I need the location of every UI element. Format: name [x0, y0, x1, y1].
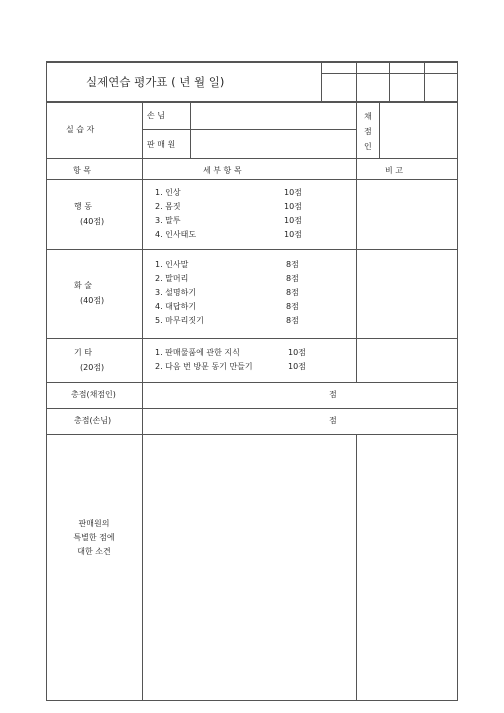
- criterion-score: 10점: [284, 230, 302, 239]
- header-detail: 세 부 항 목: [203, 166, 242, 175]
- notes-label-line-3: 대한 소견: [77, 547, 111, 556]
- total-customer-label: 총점(손님): [74, 416, 112, 425]
- total-grader-label: 총점(채점인): [71, 390, 116, 399]
- criterion-text: 3. 말투: [155, 216, 181, 225]
- grader-label-2: 점: [364, 127, 372, 136]
- section-points: (20점): [80, 363, 105, 372]
- section-points: (40점): [80, 217, 105, 226]
- notes-label-line-1: 판매원의: [78, 519, 110, 528]
- criterion-text: 1. 인사말: [155, 260, 189, 269]
- criterion-text: 2. 몸짓: [155, 202, 181, 211]
- total-grader-unit: 점: [329, 390, 337, 399]
- grader-label-1: 채: [364, 112, 372, 121]
- criterion-text: 2. 말머리: [155, 274, 189, 283]
- criterion-score: 8점: [286, 302, 299, 311]
- criterion-text: 5. 마무리짓기: [155, 316, 204, 325]
- notes-remark-field[interactable]: [357, 435, 456, 699]
- total-customer-field[interactable]: [143, 409, 323, 433]
- criterion-score: 10점: [284, 216, 302, 225]
- criterion-score: 10점: [288, 348, 306, 357]
- criterion-text: 1. 판매물품에 관한 지식: [155, 348, 240, 357]
- criterion-score: 10점: [284, 202, 302, 211]
- customer-name-field[interactable]: [191, 103, 355, 128]
- notes-label-line-2: 특별한 점에: [73, 533, 115, 542]
- remark-field[interactable]: [357, 339, 456, 381]
- criterion-score: 8점: [286, 274, 299, 283]
- trainee-label: 실 습 자: [66, 125, 95, 134]
- criterion-score: 8점: [286, 316, 299, 325]
- salesperson-name-field[interactable]: [191, 130, 355, 157]
- customer-label: 손 님: [147, 111, 165, 120]
- salesperson-label: 판 매 원: [147, 140, 176, 149]
- notes-field[interactable]: [143, 435, 355, 699]
- section-name: 기 타: [74, 348, 92, 357]
- header-item: 항 목: [73, 166, 91, 175]
- criterion-text: 4. 대답하기: [155, 302, 197, 311]
- criterion-text: 3. 설명하기: [155, 288, 197, 297]
- remark-field[interactable]: [357, 180, 456, 248]
- remark-field[interactable]: [357, 250, 456, 337]
- section-points: (40점): [80, 296, 105, 305]
- criterion-text: 1. 인상: [155, 188, 181, 197]
- total-grader-field[interactable]: [143, 383, 323, 407]
- section-name: 행 동: [74, 202, 92, 211]
- grader-label-3: 인: [364, 142, 372, 151]
- total-customer-unit: 점: [329, 416, 337, 425]
- header-remark: 비 고: [385, 166, 403, 175]
- grader-signature-field[interactable]: [380, 103, 456, 157]
- criterion-text: 4. 인사태도: [155, 230, 197, 239]
- criterion-score: 10점: [288, 362, 306, 371]
- section-name: 화 술: [74, 281, 92, 290]
- criterion-score: 8점: [286, 260, 299, 269]
- form-title: 실제연습 평가표 ( 년 월 일): [86, 75, 225, 89]
- criterion-score: 10점: [284, 188, 302, 197]
- criterion-text: 2. 다음 번 방문 동기 만들기: [155, 362, 253, 371]
- criterion-score: 8점: [286, 288, 299, 297]
